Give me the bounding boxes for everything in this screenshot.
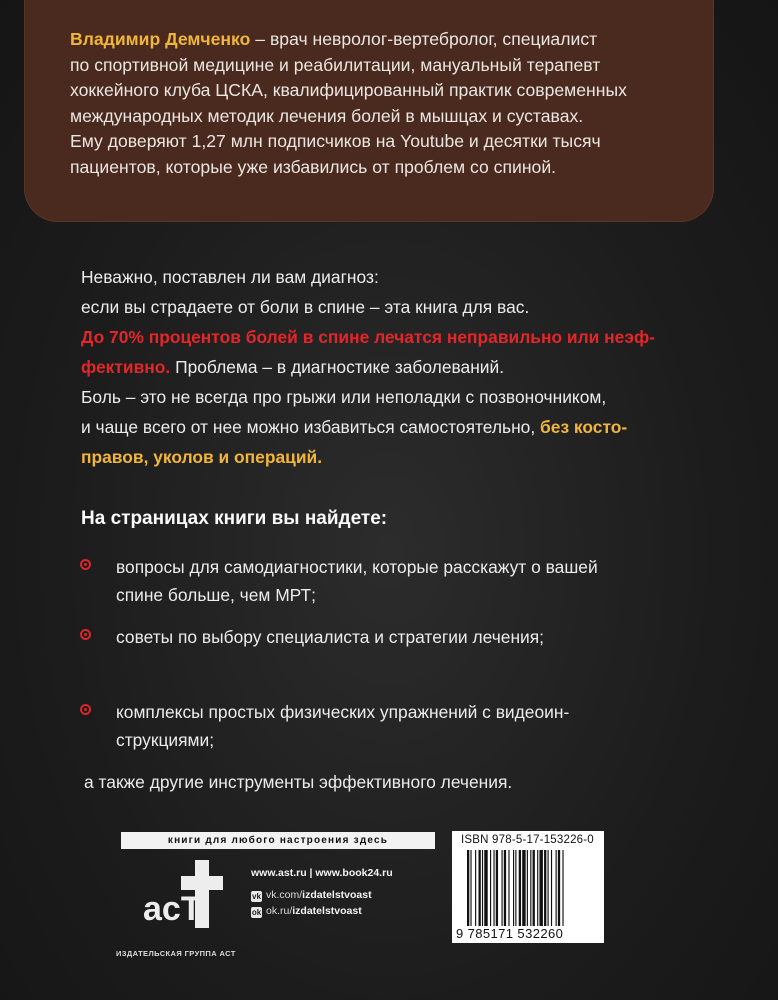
isbn-barcode-block (452, 831, 604, 943)
intro-line: Боль – это не всегда про грыжи или неполадки с позвоночником, (81, 387, 607, 407)
bio-line: международных методик лечения болей в мышцах и суставах. (70, 105, 584, 126)
intro-highlight: фективно. (81, 357, 171, 377)
bio-line: хоккейного клуба ЦСКА, квалифицированный практик современных (70, 80, 627, 101)
barcode-bar (479, 850, 481, 926)
logo-lettering: acT (143, 890, 202, 928)
bio-line: – врач невролог-вертебролог, специалист (250, 29, 598, 49)
intro-accent: правов, уколов и операций. (81, 447, 323, 467)
barcode-bar (537, 850, 538, 926)
bio-line: пациентов, которые уже избавились от проблем со спиной. (70, 156, 557, 177)
barcode-bar (530, 850, 531, 926)
author-name: Владимир Демченко (70, 29, 251, 49)
features-heading: На страницах книги вы найдете: (81, 508, 388, 529)
barcode-bar (470, 850, 471, 926)
intro-paragraph (81, 262, 691, 472)
bullet-icon (80, 559, 91, 570)
barcode-bar (502, 850, 503, 926)
barcode-bar (484, 850, 487, 926)
barcode-bar (493, 850, 494, 926)
barcode-bar (544, 850, 546, 926)
bio-line: Ему доверяют 1,27 млн подписчиков на Youtube и десятки тысяч (70, 131, 601, 152)
barcode-bar (539, 850, 542, 926)
list-item-text: спине больше, чем МРТ; (116, 585, 316, 605)
barcode-bar (527, 850, 528, 926)
barcode-bar (562, 850, 563, 926)
barcode-bar (513, 850, 514, 926)
barcode-bar (551, 850, 552, 926)
ast-logo (119, 858, 239, 948)
publisher-name: ИЗДАТЕЛЬСКАЯ ГРУППА АСТ (116, 949, 236, 958)
intro-line: если вы страдаете от боли в спине – эта книга для вас. (81, 297, 530, 317)
ok-icon: ok (251, 908, 262, 917)
barcode-bar (467, 850, 469, 926)
bio-line: по спортивной медицине и реабилитации, мануальный терапевт (70, 54, 601, 75)
barcode (467, 850, 599, 926)
ok-handle: izdatelstvoast (292, 905, 362, 917)
bullet-icon (80, 629, 91, 640)
ok-prefix: ok.ru/ (266, 905, 293, 917)
vk-prefix: vk.com/ (266, 889, 303, 901)
barcode-bar (490, 850, 491, 926)
barcode-bar (504, 850, 506, 926)
barcode-bar (482, 850, 483, 926)
publisher-tagline: книги для любого настроения здесь (121, 832, 435, 849)
vk-link[interactable] (251, 889, 372, 902)
barcode-bar (496, 850, 498, 926)
list-item-text: вопросы для самодиагностики, которые расскажут о вашей (116, 557, 598, 577)
author-bio (70, 27, 690, 181)
barcode-bar (548, 850, 549, 926)
intro-line: и чаще всего от нее можно избавиться самостоятельно, (81, 417, 541, 437)
barcode-bar (556, 850, 557, 926)
list-item-text: советы по выбору специалиста и стратегии лечения; (116, 627, 545, 647)
barcode-bar (533, 850, 535, 926)
barcode-bar (508, 850, 509, 926)
intro-line: Неважно, поставлен ли вам диагноз: (81, 267, 379, 287)
vk-icon: vk (252, 892, 261, 901)
list-item-text: струкциями; (116, 730, 215, 750)
barcode-bar (558, 850, 560, 926)
intro-line: Проблема – в диагностике заболеваний. (170, 357, 505, 377)
list-item-text: комплексы простых физических упражнений с видеоин- (116, 702, 570, 722)
bullet-icon (80, 704, 91, 715)
ok-link[interactable] (251, 905, 362, 918)
closing-line: а также другие инструменты эффективного лечения. (84, 772, 513, 792)
intro-accent: без косто- (540, 417, 628, 437)
intro-highlight: До 70% процентов болей в спине лечатся неправильно или неэф- (81, 327, 655, 347)
website-links[interactable]: www.ast.ru | www.book24.ru (251, 867, 393, 879)
vk-handle: izdatelstvoast (302, 889, 372, 901)
barcode-bar (522, 850, 525, 926)
barcode-bar (475, 850, 476, 926)
ean-digits: 9 785171 532260 (456, 926, 564, 941)
barcode-bar (519, 850, 521, 926)
isbn-number: ISBN 978-5-17-153226-0 (461, 834, 594, 846)
barcode-bar (515, 850, 516, 926)
